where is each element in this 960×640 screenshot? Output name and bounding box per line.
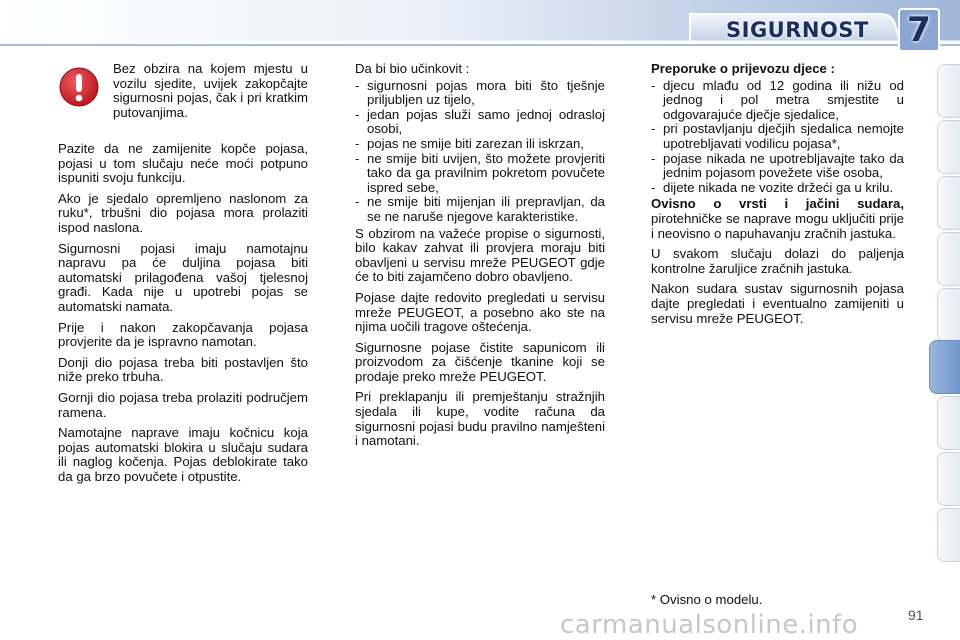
footnote: * Ovisno o modelu. [651, 592, 763, 607]
paragraph: Prije i nakon zakopčavanja pojasa provjerite da je ispravno namotan. [58, 319, 308, 350]
list-item: - pri postavljanju dječjih sjedalica nemojte upotrebljavati vodilicu pojasa*, [651, 122, 904, 151]
list-item: - jedan pojas služi samo jednoj odrasloj osobi, [355, 108, 605, 137]
chapter-tab[interactable] [937, 508, 960, 562]
chapter-tab[interactable] [937, 120, 960, 174]
page-number: 91 [908, 607, 924, 623]
warning-text: Bez obzira na kojem mjestu u vozilu sjedite, uvijek zakopčajte sigurnosni pojas, čak i pri kratkim putovanjima. [113, 61, 308, 120]
list-item: - pojase nikada ne upotrebljavajte tako da jednim pojasom povežete više osoba, [651, 152, 904, 181]
child-transport-list [651, 79, 904, 196]
paragraph: U svakom slučaju dolazi do paljenja kontrolne žaruljice zračnih jastuka. [651, 246, 904, 276]
chapter-number: 7 [907, 10, 931, 50]
paragraph: Gornji dio pojasa treba prolaziti područjem ramena. [58, 389, 308, 420]
paragraph: Namotajne naprave imaju kočnicu koja pojas automatski blokira u slučaju sudara ili naglog kočenja. Pojas deblokirate tako da ga brzo povučete i otpustite. [58, 425, 308, 484]
paragraph: Sigurnosne pojase čistite sapunicom ili proizvodom za čišćenje tkanine koji se prodaje preko mreže PEUGEOT. [355, 339, 605, 384]
chapter-tab[interactable] [937, 288, 960, 342]
column-middle [355, 62, 605, 455]
chapter-tab-active[interactable] [929, 340, 960, 394]
paragraph: Pojase dajte redovito pregledati u servisu mreže PEUGEOT, a posebno ako ste na njima uočili tragove oštećenja. [355, 289, 605, 335]
paragraph: S obzirom na važeće propise o sigurnosti, bilo kakav zahvat ili provjera moraju biti obavljeni u servisu mreže PEUGEOT gdje će to biti zajamčeno dobro obavljeno. [355, 225, 605, 285]
exclamation-circle-icon [58, 66, 100, 108]
paragraph: Sigurnosni pojasi imaju namotajnu napravu pa će duljina pojasa biti automatski prilagođena vašoj tjelesnoj građi. Kada nije u upotrebi pojas se automatski namata. [58, 240, 308, 314]
chapter-tab[interactable] [937, 452, 960, 506]
airbag-bold-lead: Ovisno o vrsti i jačini sudara, [651, 196, 904, 212]
column-right [651, 62, 904, 332]
column-left [58, 142, 308, 490]
chapter-tab[interactable] [937, 64, 960, 118]
chapter-tab[interactable] [937, 176, 960, 230]
list-intro: Da bi bio učinkovit : [355, 61, 470, 76]
airbag-text: pirotehničke se naprave mogu uključiti prije i neovisno o napuhavanju zračnih jastuka. [651, 210, 904, 241]
chapter-tab[interactable] [937, 396, 960, 450]
chapter-tabs [928, 64, 960, 584]
paragraph: Pazite da ne zamijenite kopče pojasa, pojasi u tom slučaju neće moći potpuno ispuniti svoju funkciju. [58, 141, 308, 186]
paragraph: Donji dio pojasa treba biti postavljen što niže preko trbuha. [58, 354, 308, 385]
chapter-tab[interactable] [937, 232, 960, 286]
paragraph: Pri preklapanju ili premještanju stražnjih sjedala ili kupe, vodite računa da sigurnosni pojasi budu pravilno namješteni i namotani. [355, 389, 605, 449]
list-item: - ne smije biti uvijen, što možete provjeriti tako da ga pravilnim pokretom povučete ispred sebe, [355, 152, 605, 196]
list-item: - sigurnosni pojas mora biti što tješnje priljubljen uz tijelo, [355, 79, 605, 108]
list-item: - ne smije biti mijenjan ili prepravljan, da se ne naruše njegove karakteristike. [355, 195, 605, 224]
section-heading: Preporuke o prijevozu djece : [651, 61, 835, 76]
effectiveness-list [355, 79, 605, 225]
chapter-title: SIGURNOST [726, 18, 869, 42]
watermark: carmanualsonline.info [560, 610, 859, 640]
paragraph: Nakon sudara sustav sigurnosnih pojasa dajte pregledati i eventualno zamijeniti u servisu mreže PEUGEOT. [651, 281, 904, 326]
list-item: - dijete nikada ne vozite držeći ga u krilu. [651, 181, 904, 196]
airbag-paragraph [651, 197, 904, 241]
list-item: - djecu mlađu od 12 godina ili nižu od jednog i pol metra smjestite u odgovarajuće dječje sjedalice, [651, 79, 904, 123]
paragraph: Ako je sjedalo opremljeno naslonom za ruku*, trbušni dio pojasa mora prolaziti ispod naslona. [58, 190, 308, 235]
list-item: - pojas ne smije biti zarezan ili iskrzan, [355, 137, 605, 152]
